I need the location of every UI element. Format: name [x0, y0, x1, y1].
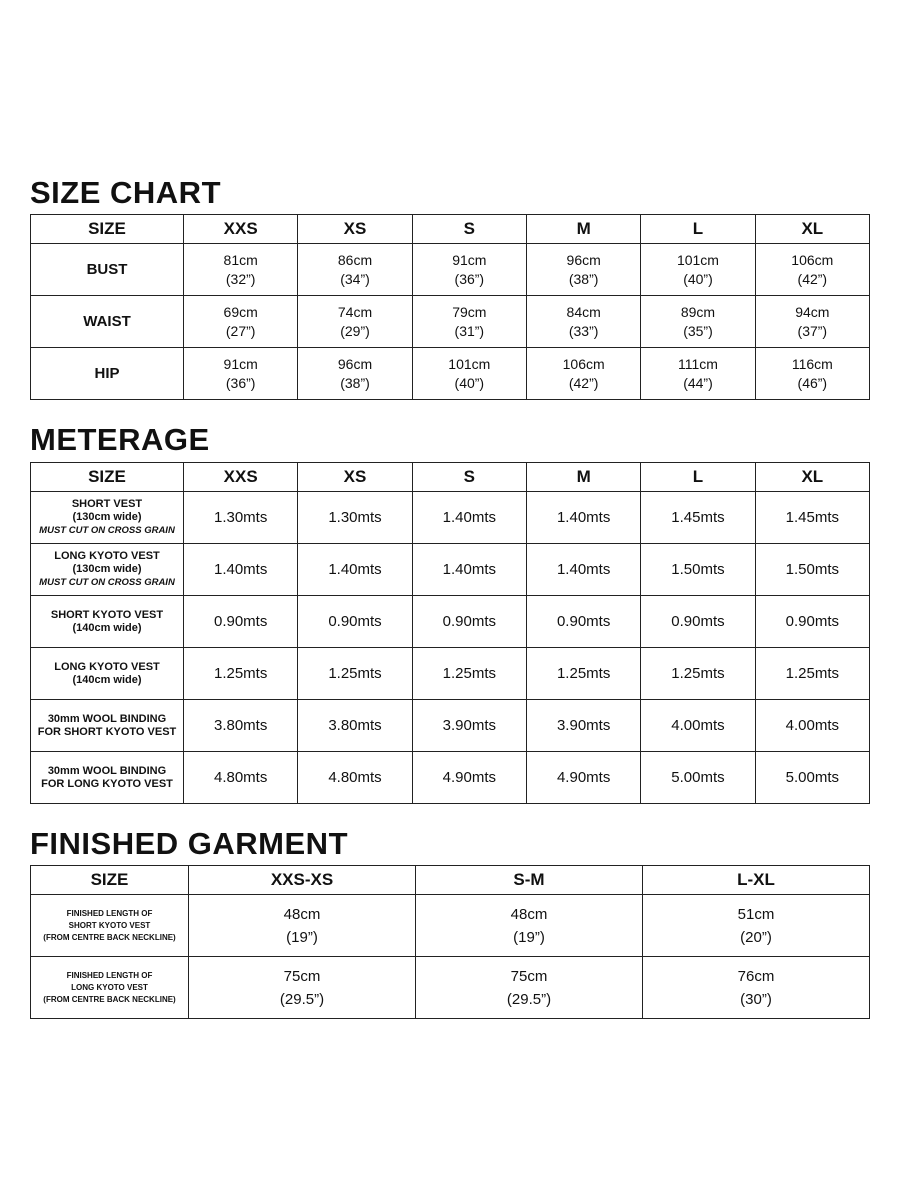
table-cell: 96cm (38”) — [298, 348, 412, 400]
size-chart-table — [30, 214, 870, 400]
header-cell: S — [412, 215, 526, 244]
table-cell: 3.80mts — [298, 700, 412, 752]
table-cell: 0.90mts — [641, 596, 755, 648]
table-cell: 4.80mts — [298, 752, 412, 804]
table-row-bust — [31, 244, 870, 296]
table-cell: 4.00mts — [755, 700, 869, 752]
header-cell: SIZE — [31, 215, 184, 244]
table-row — [31, 492, 870, 544]
table-cell: 1.25mts — [641, 648, 755, 700]
table-cell: 4.90mts — [526, 752, 640, 804]
table-cell: 89cm (35”) — [641, 296, 755, 348]
table-cell: 0.90mts — [184, 596, 298, 648]
finished-garment-header-row — [31, 866, 870, 895]
table-cell: 1.40mts — [298, 544, 412, 596]
table-cell: 1.40mts — [526, 492, 640, 544]
table-cell: 1.40mts — [412, 544, 526, 596]
table-cell: 4.90mts — [412, 752, 526, 804]
table-cell: 91cm (36”) — [184, 348, 298, 400]
table-cell: 1.30mts — [184, 492, 298, 544]
table-cell: 101cm (40”) — [412, 348, 526, 400]
header-cell: M — [526, 463, 640, 492]
table-cell: 106cm (42”) — [526, 348, 640, 400]
header-cell: XL — [755, 463, 869, 492]
table-row — [31, 648, 870, 700]
table-cell: 1.40mts — [412, 492, 526, 544]
table-cell: 79cm (31”) — [412, 296, 526, 348]
table-cell: 0.90mts — [298, 596, 412, 648]
table-cell: 48cm (19”) — [416, 895, 643, 957]
table-cell: 101cm (40”) — [641, 244, 755, 296]
header-cell: SIZE — [31, 463, 184, 492]
table-row — [31, 895, 870, 957]
meterage-header-row — [31, 463, 870, 492]
header-cell: XS — [298, 215, 412, 244]
header-cell: XS — [298, 463, 412, 492]
table-cell: 1.45mts — [755, 492, 869, 544]
table-cell: 5.00mts — [755, 752, 869, 804]
table-cell: 1.45mts — [641, 492, 755, 544]
size-chart-header-row — [31, 215, 870, 244]
table-cell: 48cm (19”) — [189, 895, 416, 957]
meterage-title: METERAGE — [30, 422, 210, 457]
size-chart-title: SIZE CHART — [30, 175, 221, 210]
table-cell: 0.90mts — [526, 596, 640, 648]
table-cell: 1.25mts — [298, 648, 412, 700]
header-cell: L — [641, 215, 755, 244]
row-label: WAIST — [31, 296, 184, 348]
header-cell: M — [526, 215, 640, 244]
header-cell: XL — [755, 215, 869, 244]
table-cell: 1.30mts — [298, 492, 412, 544]
table-cell: 1.50mts — [641, 544, 755, 596]
row-label: HIP — [31, 348, 184, 400]
header-cell: XXS-XS — [189, 866, 416, 895]
table-row — [31, 700, 870, 752]
table-cell: 3.90mts — [412, 700, 526, 752]
row-label: LONG KYOTO VEST (130cm wide) MUST CUT ON CROSS GRAIN — [31, 544, 184, 596]
table-row — [31, 957, 870, 1019]
row-label: LONG KYOTO VEST (140cm wide) — [31, 648, 184, 700]
row-label: 30mm WOOL BINDING FOR LONG KYOTO VEST — [31, 752, 184, 804]
table-cell: 1.25mts — [184, 648, 298, 700]
table-cell: 76cm (30”) — [643, 957, 870, 1019]
table-cell: 86cm (34”) — [298, 244, 412, 296]
table-cell: 84cm (33”) — [526, 296, 640, 348]
row-label: FINISHED LENGTH OF LONG KYOTO VEST (FROM CENTRE BACK NECKLINE) — [31, 957, 189, 1019]
row-label: SHORT VEST (130cm wide) MUST CUT ON CROSS GRAIN — [31, 492, 184, 544]
table-cell: 4.80mts — [184, 752, 298, 804]
header-cell: XXS — [184, 215, 298, 244]
table-row — [31, 596, 870, 648]
table-cell: 1.25mts — [526, 648, 640, 700]
header-cell: XXS — [184, 463, 298, 492]
table-cell: 4.00mts — [641, 700, 755, 752]
table-cell: 1.50mts — [755, 544, 869, 596]
table-cell: 106cm (42”) — [755, 244, 869, 296]
header-cell: S-M — [416, 866, 643, 895]
table-cell: 69cm (27”) — [184, 296, 298, 348]
table-cell: 91cm (36”) — [412, 244, 526, 296]
table-cell: 74cm (29”) — [298, 296, 412, 348]
table-cell: 3.90mts — [526, 700, 640, 752]
table-cell: 111cm (44”) — [641, 348, 755, 400]
table-cell: 75cm (29.5”) — [416, 957, 643, 1019]
table-cell: 3.80mts — [184, 700, 298, 752]
meterage-table — [30, 462, 870, 804]
table-cell: 0.90mts — [755, 596, 869, 648]
header-cell: S — [412, 463, 526, 492]
row-label: FINISHED LENGTH OF SHORT KYOTO VEST (FROM CENTRE BACK NECKLINE) — [31, 895, 189, 957]
row-label: BUST — [31, 244, 184, 296]
row-label: SHORT KYOTO VEST (140cm wide) — [31, 596, 184, 648]
table-row — [31, 544, 870, 596]
table-cell: 1.40mts — [184, 544, 298, 596]
table-cell: 96cm (38”) — [526, 244, 640, 296]
table-row-waist — [31, 296, 870, 348]
finished-garment-table — [30, 865, 870, 1019]
table-cell: 1.40mts — [526, 544, 640, 596]
table-cell: 75cm (29.5”) — [189, 957, 416, 1019]
table-cell: 0.90mts — [412, 596, 526, 648]
table-cell: 94cm (37”) — [755, 296, 869, 348]
table-row-hip — [31, 348, 870, 400]
header-cell: SIZE — [31, 866, 189, 895]
table-row — [31, 752, 870, 804]
row-label: 30mm WOOL BINDING FOR SHORT KYOTO VEST — [31, 700, 184, 752]
table-cell: 5.00mts — [641, 752, 755, 804]
finished-garment-title: FINISHED GARMENT — [30, 826, 348, 861]
header-cell: L — [641, 463, 755, 492]
table-cell: 81cm (32”) — [184, 244, 298, 296]
table-cell: 1.25mts — [412, 648, 526, 700]
table-cell: 116cm (46”) — [755, 348, 869, 400]
header-cell: L-XL — [643, 866, 870, 895]
table-cell: 51cm (20”) — [643, 895, 870, 957]
table-cell: 1.25mts — [755, 648, 869, 700]
